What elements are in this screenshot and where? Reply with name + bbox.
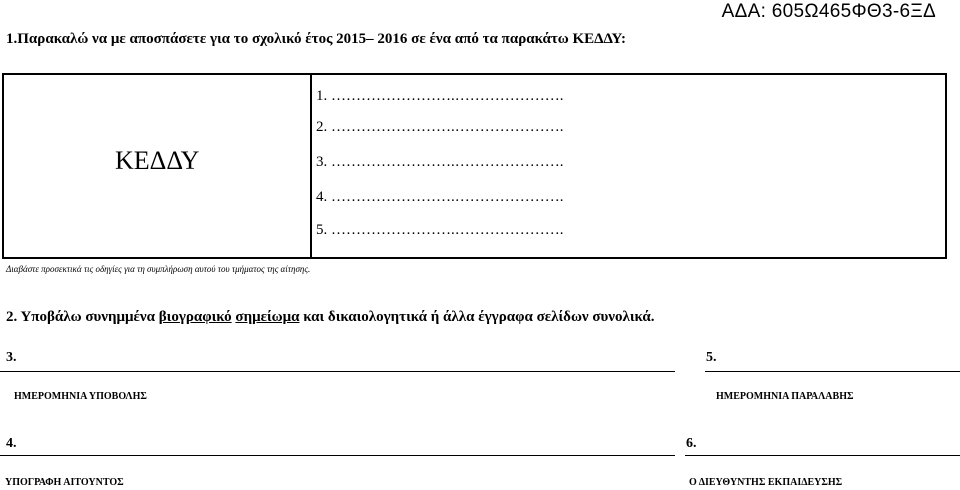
question-2-note: σημείωμα: [235, 309, 300, 325]
box-divider: [310, 75, 312, 257]
question-1: 1.Παρακαλώ να με αποσπάσετε για το σχολικό έτος 2015– 2016 σε ένα από τα παρακάτω ΚΕΔΔΥ:: [6, 31, 626, 47]
question-2-cv: βιογραφικό: [158, 309, 232, 325]
director-signature-line: [685, 455, 960, 456]
submission-date-line: [0, 371, 675, 372]
director-label: Ο ΔΙΕΥΘΥΝΤΗΣ ΕΚΠΑΙΔΕΥΣΗΣ: [689, 477, 843, 488]
receipt-date-label: ΗΜΕΡΟΜΗΝΙΑ ΠΑΡΑΛΑΒΗΣ: [716, 391, 854, 402]
instruction-note: Διαβάστε προσεκτικά τις οδηγίες για τη συμπλήρωση αυτού του τμήματος της αίτησης.: [6, 264, 311, 274]
submission-date-label: ΗΜΕΡΟΜΗΝΙΑ ΥΠΟΒΟΛΗΣ: [14, 391, 147, 402]
kedy-option-4[interactable]: 4. …………………….………………….: [316, 189, 564, 205]
kedy-option-2[interactable]: 2. …………………….………………….: [316, 119, 564, 135]
applicant-signature-line: [0, 455, 675, 456]
question-2-prefix: 2. Υποβάλω συνημμένα: [6, 309, 156, 325]
kedy-option-1[interactable]: 1. …………………….………………….: [316, 88, 564, 104]
kedy-option-5[interactable]: 5. …………………….………………….: [316, 222, 564, 238]
ada-code: ΑΔΑ: 605Ω465ΦΘ3-6ΞΔ: [721, 1, 936, 22]
field-number-5: 5.: [706, 350, 717, 365]
kedy-option-3[interactable]: 3. …………………….………………….: [316, 154, 564, 170]
question-2-suffix: και δικαιολογητικά ή άλλα έγγραφα σελίδων συνολικά.: [303, 309, 655, 325]
kedy-label: ΚΕΔΔΥ: [115, 146, 200, 175]
question-2: [6, 309, 655, 326]
applicant-signature-label: ΥΠΟΓΡΑΦΗ ΑΙΤΟΥΝΤΟΣ: [5, 477, 124, 488]
field-number-6: 6.: [686, 436, 697, 451]
receipt-date-line: [705, 371, 960, 372]
field-number-4: 4.: [6, 436, 17, 451]
field-number-3: 3.: [6, 350, 17, 365]
